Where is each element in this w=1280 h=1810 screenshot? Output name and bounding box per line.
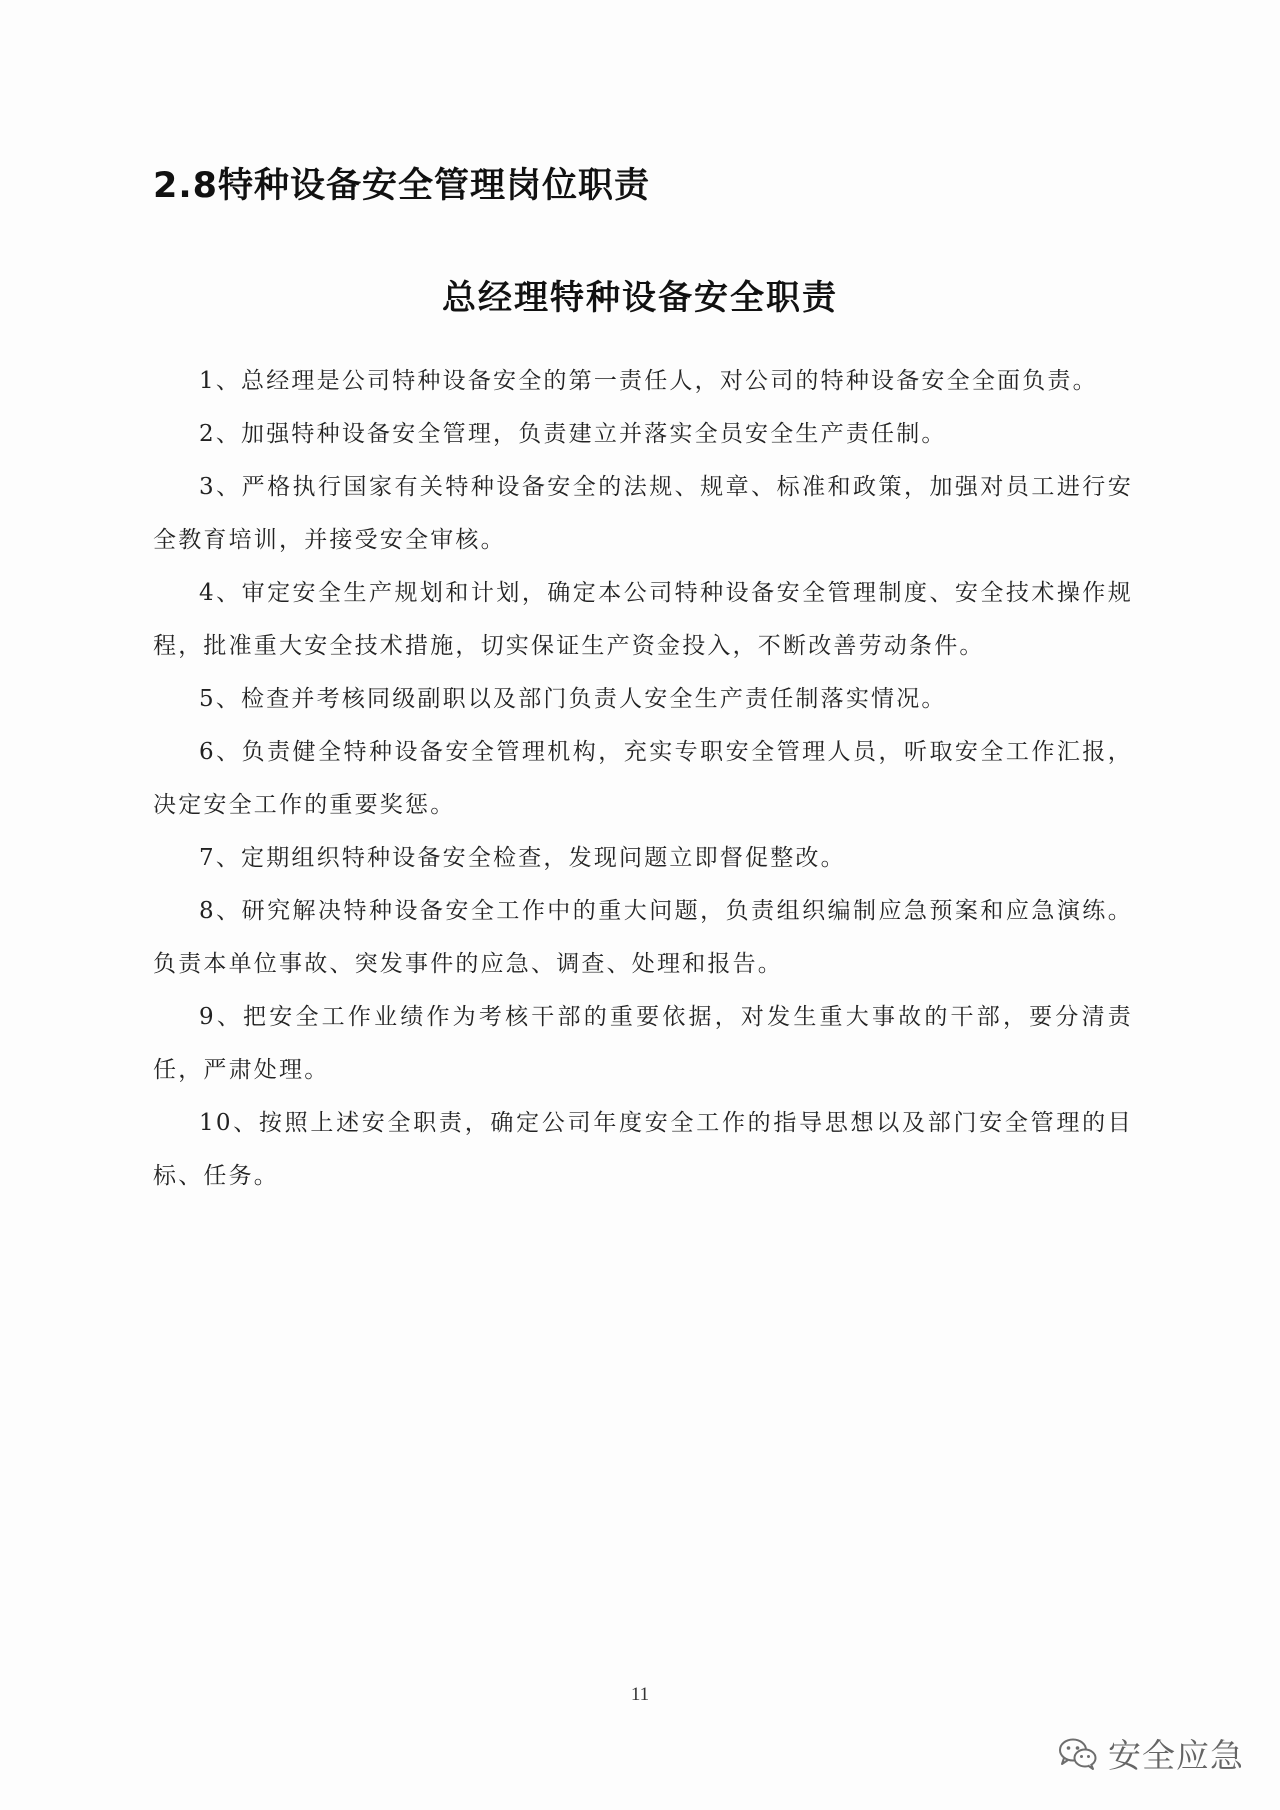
paragraph: 2、加强特种设备安全管理，负责建立并落实全员安全生产责任制。 [199, 421, 947, 447]
paragraph: 7、定期组织特种设备安全检查，发现问题立即督促整改。 [199, 845, 846, 871]
paragraph: 6、负责健全特种设备安全管理机构，充实专职安全管理人员，听取安全工作汇报，决定安全工作的重要奖惩。 [153, 739, 1133, 818]
section-heading: 2.8特种设备安全管理岗位职责 [153, 166, 651, 206]
watermark [1058, 1730, 1244, 1777]
page-number: 11 [630, 1684, 650, 1705]
paragraph: 10、按照上述安全职责，确定公司年度安全工作的指导思想以及部门安全管理的目标、任务。 [153, 1110, 1133, 1189]
wechat-icon [1058, 1737, 1098, 1771]
paragraph: 1、总经理是公司特种设备安全的第一责任人，对公司的特种设备安全全面负责。 [199, 368, 1098, 394]
paragraph: 9、把安全工作业绩作为考核干部的重要依据，对发生重大事故的干部，要分清责任，严肃处理。 [153, 1004, 1133, 1083]
paragraph: 5、检查并考核同级副职以及部门负责人安全生产责任制落实情况。 [199, 686, 947, 712]
page-title: 总经理特种设备安全职责 [442, 278, 838, 318]
paragraph: 8、研究解决特种设备安全工作中的重大问题，负责组织编制应急预案和应急演练。负责本单位事故、突发事件的应急、调查、处理和报告。 [153, 898, 1133, 977]
watermark-text: 安全应急 [1108, 1736, 1244, 1775]
paragraph: 3、严格执行国家有关特种设备安全的法规、规章、标准和政策，加强对员工进行安全教育培训，并接受安全审核。 [153, 474, 1133, 553]
document-body [153, 355, 1133, 1203]
paragraph: 4、审定安全生产规划和计划，确定本公司特种设备安全管理制度、安全技术操作规程，批准重大安全技术措施，切实保证生产资金投入，不断改善劳动条件。 [153, 580, 1133, 659]
